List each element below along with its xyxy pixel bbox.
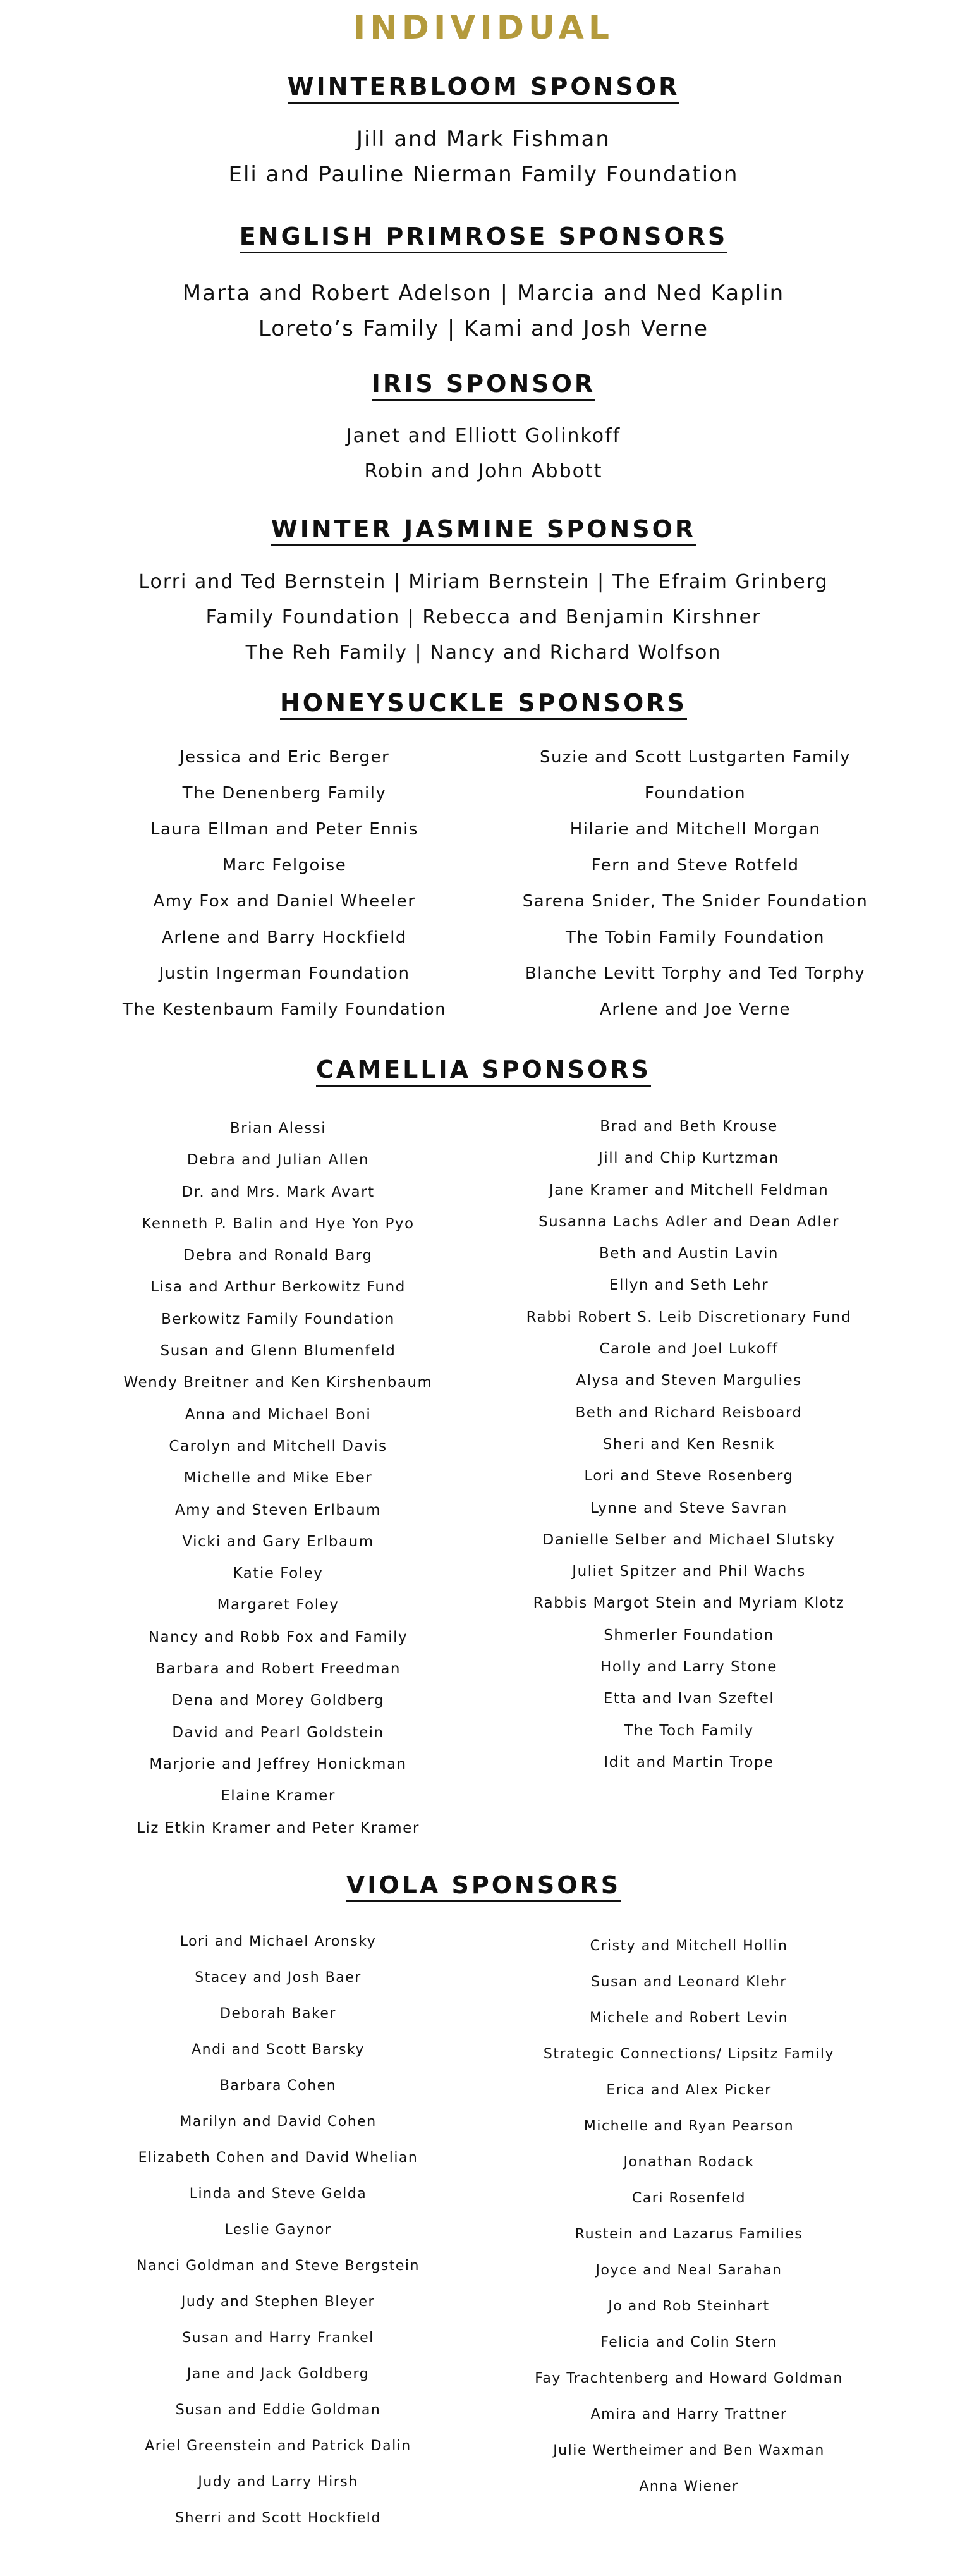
list-item: Berkowitz Family Foundation [161,1310,395,1328]
list-item: Suzie and Scott Lustgarten Family [539,748,851,767]
list-item: Amy Fox and Daniel Wheeler [153,892,416,911]
viola-left-column [70,1924,487,2536]
list-item: Barbara Cohen [219,2078,337,2094]
list-item: Dr. and Mrs. Mark Avart [181,1183,375,1200]
list-item: Lynne and Steve Savran [590,1499,788,1517]
list-item: Liz Etkin Kramer and Peter Kramer [137,1819,420,1836]
list-item: Judy and Stephen Bleyer [181,2294,375,2310]
list-item: Barbara and Robert Freedman [155,1661,401,1678]
list-item: Lorri and Ted Bernstein | Miriam Bernstein | The Efraim Grinberg [138,571,829,593]
list-item: Ellyn and Seth Lehr [609,1277,769,1294]
list-item: Eli and Pauline Nierman Family Foundation [228,162,739,187]
list-item: Brad and Beth Krouse [600,1118,778,1135]
list-item: Lori and Steve Rosenberg [584,1468,794,1485]
list-item: Cari Rosenfeld [631,2190,746,2206]
list-item: Jessica and Eric Berger [179,748,390,767]
winter-jasmine-list [0,565,967,671]
list-item: Foundation [644,784,746,803]
list-item: Dena and Morey Goldberg [171,1692,385,1709]
list-item: Beth and Richard Reisboard [575,1404,803,1421]
list-item: Michelle and Mike Eber [183,1470,373,1487]
list-item: Amira and Harry Trattner [590,2407,788,2422]
list-item: Judy and Larry Hirsh [198,2474,358,2490]
list-item: Deborah Baker [220,2006,336,2022]
list-item: Ariel Greenstein and Patrick Dalin [145,2438,411,2454]
list-item: Debra and Julian Allen [186,1152,370,1169]
list-item: Marta and Robert Adelson | Marcia and Ned Kaplin [182,281,785,306]
list-item: Erica and Alex Picker [606,2082,772,2098]
winter-jasmine-heading: WINTER JASMINE SPONSOR [0,515,967,543]
list-item: The Toch Family [624,1722,754,1739]
list-item: Carole and Joel Lukoff [599,1341,779,1358]
list-item: Jane and Jack Goldberg [186,2366,370,2382]
list-item: Nanci Goldman and Steve Bergstein [136,2258,420,2274]
list-item: Cristy and Mitchell Hollin [590,1938,788,1954]
page-title: INDIVIDUAL [353,9,614,47]
list-item: Felicia and Colin Stern [600,2335,777,2350]
list-item: Vicki and Gary Erlbaum [182,1533,374,1550]
viola-right-column [480,1928,897,2505]
list-item: Rabbis Margot Stein and Myriam Klotz [533,1595,845,1612]
list-item: Leslie Gaynor [224,2222,332,2238]
list-item: Sherri and Scott Hockfield [175,2510,381,2526]
list-item: Elaine Kramer [221,1788,336,1805]
list-item: Janet and Elliott Golinkoff [346,425,621,447]
winterbloom-list [0,121,967,192]
english-primrose-heading: ENGLISH PRIMROSE SPONSORS [0,223,967,250]
list-item: Stacey and Josh Baer [195,1970,362,1986]
list-item: Susan and Leonard Klehr [591,1974,787,1990]
list-item: Fern and Steve Rotfeld [591,856,800,875]
list-item: Sheri and Ken Resnik [602,1436,775,1453]
list-item: Linda and Steve Gelda [189,2186,367,2202]
list-item: Jill and Mark Fishman [356,126,611,152]
list-item: Idit and Martin Trope [604,1754,774,1771]
list-item: Holly and Larry Stone [600,1659,777,1676]
list-item: Marjorie and Jeffrey Honickman [149,1755,407,1773]
list-item: Wendy Breitner and Ken Kirshenbaum [123,1374,433,1391]
viola-heading: VIOLA SPONSORS [0,1871,967,1899]
list-item: David and Pearl Goldstein [172,1724,384,1741]
list-item: Jane Kramer and Mitchell Feldman [549,1181,829,1199]
list-item: Brian Alessi [229,1120,327,1137]
list-item: Michelle and Ryan Pearson [583,2118,794,2134]
list-item: Laura Ellman and Peter Ennis [150,820,418,839]
list-item: Etta and Ivan Szeftel [603,1690,775,1707]
list-item: Joyce and Neal Sarahan [595,2262,782,2278]
list-item: The Tobin Family Foundation [565,928,825,947]
list-item: Susan and Glenn Blumenfeld [160,1343,396,1360]
list-item: Marc Felgoise [222,856,347,875]
list-item: Jill and Chip Kurtzman [599,1150,779,1167]
iris-list [0,418,967,489]
list-item: The Denenberg Family [182,784,387,803]
camellia-left-column [70,1113,487,1844]
list-item: Alysa and Steven Margulies [576,1372,802,1389]
list-item: Katie Foley [233,1565,324,1582]
honeysuckle-heading: HONEYSUCKLE SPONSORS [0,689,967,717]
list-item: Arlene and Joe Verne [600,1000,791,1019]
list-item: Hilarie and Mitchell Morgan [569,820,821,839]
list-item: Loreto’s Family | Kami and Josh Verne [258,316,709,341]
list-item: Arlene and Barry Hockfield [162,928,407,947]
list-item: Lisa and Arthur Berkowitz Fund [150,1279,406,1296]
list-item: Jonathan Rodack [623,2154,755,2170]
list-item: Anna Wiener [639,2479,739,2494]
honeysuckle-right-column [474,740,916,1028]
list-item: Blanche Levitt Torphy and Ted Torphy [525,964,866,983]
list-item: Nancy and Robb Fox and Family [148,1628,408,1645]
list-item: Anna and Michael Boni [185,1406,372,1423]
list-item: The Kestenbaum Family Foundation [122,1000,447,1019]
list-item: Beth and Austin Lavin [599,1245,779,1262]
list-item: Carolyn and Mitchell Davis [169,1438,387,1455]
camellia-heading: CAMELLIA SPONSORS [0,1056,967,1084]
list-item: Justin Ingerman Foundation [159,964,410,983]
list-item: Juliet Spitzer and Phil Wachs [572,1563,806,1580]
list-item: Andi and Scott Barsky [192,2042,365,2058]
list-item: Rustein and Lazarus Families [575,2226,803,2242]
list-item: Elizabeth Cohen and David Whelian [138,2150,418,2166]
list-item: Family Foundation | Rebecca and Benjamin Kirshner [205,606,762,628]
list-item: Robin and John Abbott [364,460,603,482]
list-item: Susan and Harry Frankel [182,2330,374,2346]
list-item: Marilyn and David Cohen [179,2114,377,2130]
list-item: Rabbi Robert S. Leib Discretionary Fund [526,1309,852,1326]
list-item: Amy and Steven Erlbaum [174,1501,382,1518]
camellia-right-column [480,1111,897,1778]
honeysuckle-left-column [70,740,499,1028]
list-item: Danielle Selber and Michael Slutsky [542,1531,836,1548]
list-item: Kenneth P. Balin and Hye Yon Pyo [142,1215,415,1232]
list-item: Susan and Eddie Goldman [175,2402,381,2418]
iris-heading: IRIS SPONSOR [0,370,967,398]
list-item: Michele and Robert Levin [589,2010,789,2026]
winterbloom-heading: WINTERBLOOM SPONSOR [0,73,967,101]
list-item: Fay Trachtenberg and Howard Goldman [535,2371,843,2386]
list-item: The Reh Family | Nancy and Richard Wolfson [245,642,722,664]
list-item: Shmerler Foundation [604,1627,774,1644]
list-item: Margaret Foley [217,1597,339,1614]
list-item: Julie Wertheimer and Ben Waxman [553,2443,825,2458]
list-item: Sarena Snider, The Snider Foundation [522,892,868,911]
list-item: Jo and Rob Steinhart [608,2298,770,2314]
list-item: Susanna Lachs Adler and Dean Adler [538,1213,839,1230]
list-item: Lori and Michael Aronsky [179,1934,377,1950]
list-item: Debra and Ronald Barg [183,1247,373,1264]
english-primrose-list [0,276,967,346]
list-item: Strategic Connections/ Lipsitz Family [543,2046,835,2062]
